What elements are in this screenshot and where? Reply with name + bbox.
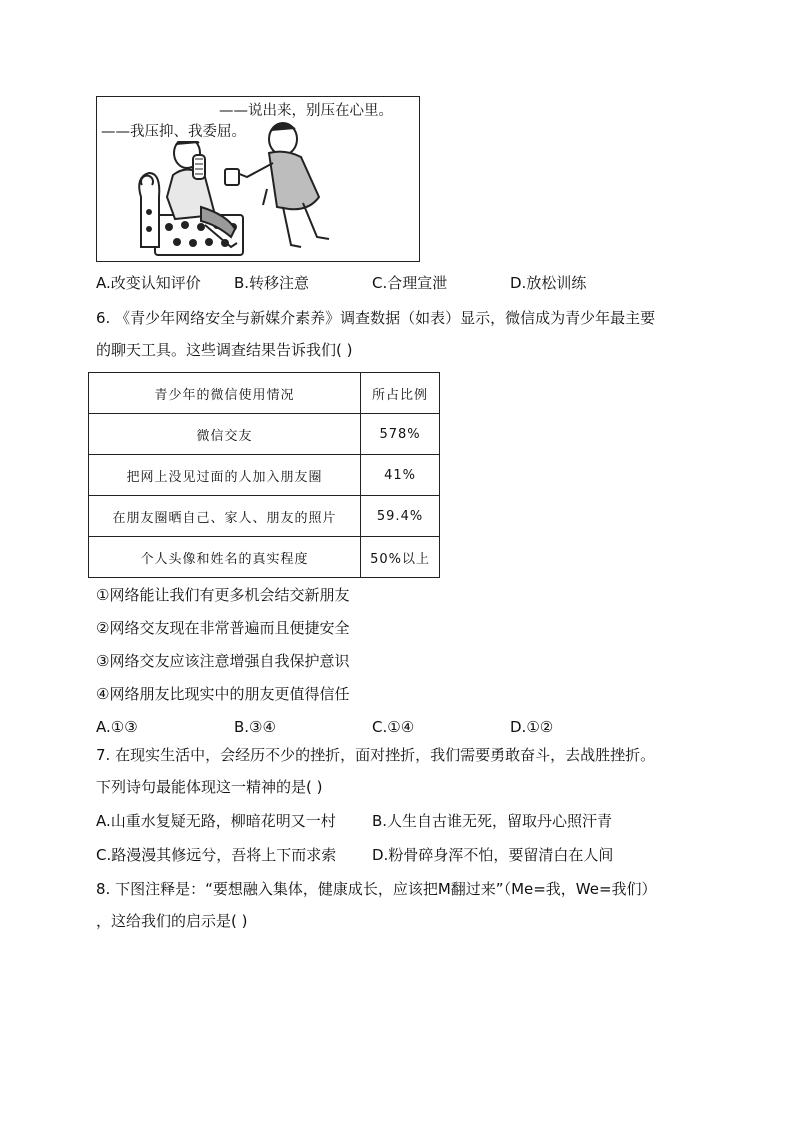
q5-option-d: D.放松训练 xyxy=(510,274,587,292)
table-header-cell: 青少年的微信使用情况 xyxy=(89,373,361,414)
table-cell: 把网上没见过面的人加入朋友圈 xyxy=(89,455,361,496)
q6-option-a: A.①③ xyxy=(96,718,138,736)
q6-option-c: C.①④ xyxy=(372,718,415,736)
q6-option-b: B.③④ xyxy=(234,718,276,736)
q7-stem-line1: 7. 在现实生活中，会经历不少的挫折，面对挫折，我们需要勇敢奋斗，去战胜挫折。 xyxy=(96,746,656,764)
cartoon-illustration xyxy=(96,96,420,262)
q6-statement-3: ③网络交友应该注意增强自我保护意识 xyxy=(96,652,350,670)
table-header-cell: 所占比例 xyxy=(361,373,440,414)
survey-table xyxy=(88,372,440,578)
q6-statement-4: ④网络朋友比现实中的朋友更值得信任 xyxy=(96,685,350,703)
q5-option-a: A.改变认知评价 xyxy=(96,274,201,292)
table-cell: 在朋友圈晒自己、家人、朋友的照片 xyxy=(89,496,361,537)
q6-stem-line2: 的聊天工具。这些调查结果告诉我们( ) xyxy=(96,341,353,359)
q8-stem-line2: ，这给我们的启示是( ) xyxy=(96,912,248,930)
cartoon-drawing xyxy=(97,97,419,261)
table-header-row xyxy=(89,373,440,414)
q6-stem-line1: 6. 《青少年网络安全与新媒介素养》调查数据（如表）显示，微信成为青少年最主要 xyxy=(96,309,656,327)
speech-bubble-left: ——我压抑、我委屈。 xyxy=(101,124,246,140)
q7-option-a: A.山重水复疑无路，柳暗花明又一村 xyxy=(96,812,336,830)
table-row xyxy=(89,537,440,578)
table-cell: 59.4% xyxy=(361,496,440,537)
table-row xyxy=(89,455,440,496)
q7-stem-line2: 下列诗句最能体现这一精神的是( ) xyxy=(96,778,323,796)
table-cell: 50%以上 xyxy=(361,537,440,578)
q7-option-d: D.粉骨碎身浑不怕，要留清白在人间 xyxy=(372,846,614,864)
speech-bubble-right: ——说出来，别压在心里。 xyxy=(219,103,393,119)
q6-statement-2: ②网络交友现在非常普遍而且便捷安全 xyxy=(96,619,350,637)
table-row xyxy=(89,414,440,455)
cup-icon xyxy=(225,169,239,185)
table-cell: 578% xyxy=(361,414,440,455)
table-cell: 微信交友 xyxy=(89,414,361,455)
table-row xyxy=(89,496,440,537)
q6-option-d: D.①② xyxy=(510,718,554,736)
q7-option-b: B.人生自古谁无死，留取丹心照汗青 xyxy=(372,812,613,830)
q5-option-b: B.转移注意 xyxy=(234,274,310,292)
table-cell: 个人头像和姓名的真实程度 xyxy=(89,537,361,578)
table-cell: 41% xyxy=(361,455,440,496)
q6-statement-1: ①网络能让我们有更多机会结交新朋友 xyxy=(96,586,350,604)
q8-stem-line1: 8. 下图注释是：“要想融入集体，健康成长，应该把M翻过来”（Me=我，We=我们） xyxy=(96,880,657,898)
q5-option-c: C.合理宣泄 xyxy=(372,274,448,292)
q7-option-c: C.路漫漫其修远兮，吾将上下而求索 xyxy=(96,846,337,864)
